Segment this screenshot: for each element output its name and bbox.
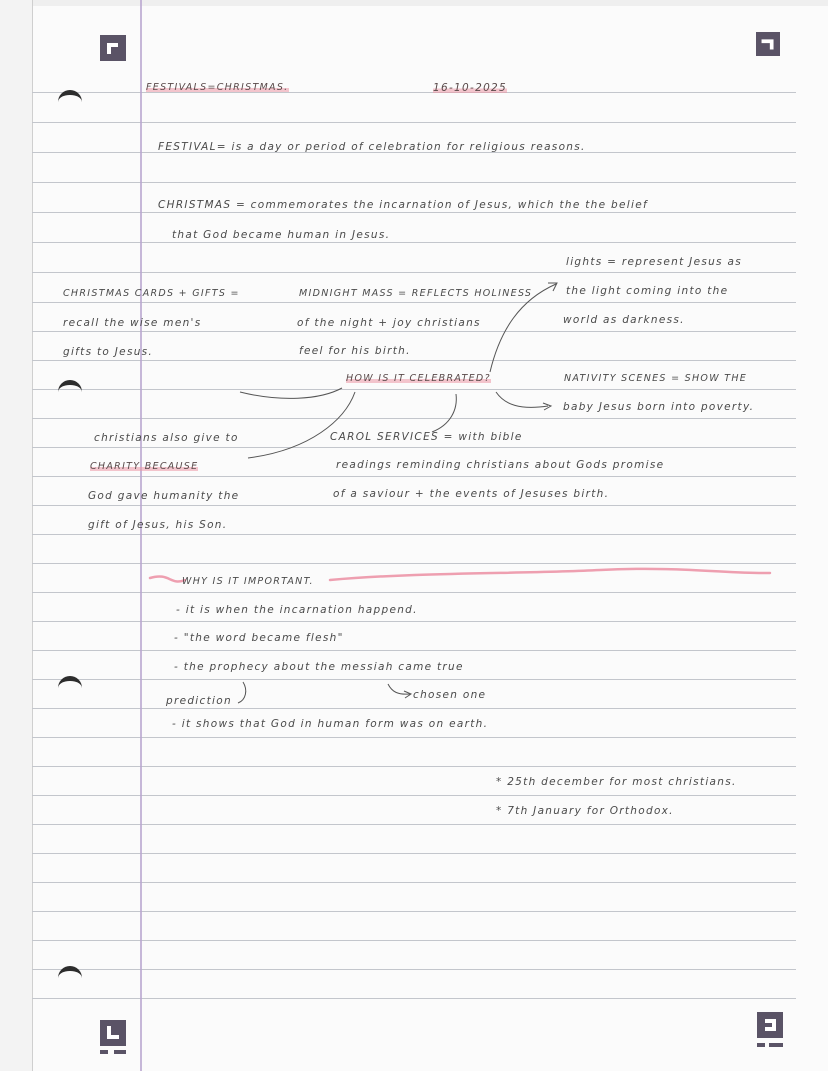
- nativity-line1: NATIVITY SCENES = SHOW THE: [564, 373, 748, 384]
- charity-line3: God gave humanity the: [88, 490, 240, 502]
- midnight-mass-line3: feel for his birth.: [299, 345, 411, 357]
- celebration-question: HOW IS IT CELEBRATED?: [346, 373, 491, 384]
- importance-point4: - it shows that God in human form was on earth.: [172, 718, 489, 730]
- carol-line1: CAROL SERVICES = with bible: [330, 431, 523, 443]
- importance-point3: - the prophecy about the messiah came true: [174, 661, 464, 673]
- importance-point2: - "the word became flesh": [174, 632, 344, 644]
- arrow-prediction: [238, 682, 246, 703]
- arrow-to-carol: [432, 394, 456, 432]
- dates-line2: * 7th January for Orthodox.: [496, 805, 674, 817]
- charity-line4: gift of Jesus, his Son.: [88, 519, 228, 531]
- importance-point1: - it is when the incarnation happend.: [176, 604, 418, 616]
- importance-prediction: prediction: [166, 695, 232, 707]
- cards-line3: gifts to Jesus.: [63, 346, 154, 358]
- page-title: FESTIVALS=CHRISTMAS.: [146, 82, 289, 93]
- festival-definition: FESTIVAL= is a day or period of celebration for religious reasons.: [158, 141, 586, 153]
- midnight-mass-line2: of the night + joy christians: [297, 317, 481, 329]
- arrow-to-nativity: [496, 392, 548, 407]
- lights-line3: world as darkness.: [563, 314, 685, 326]
- cards-line1: CHRISTMAS CARDS + GIFTS =: [63, 288, 240, 299]
- midnight-mass-line1: MIDNIGHT MASS = REFLECTS HOLINESS: [299, 288, 533, 299]
- arrow-to-charity: [248, 392, 355, 458]
- charity-line2: CHARITY BECAUSE: [90, 461, 199, 472]
- cards-line2: recall the wise men's: [63, 317, 202, 329]
- carol-line3: of a saviour + the events of Jesuses birth.: [333, 488, 610, 500]
- page-date: 16-10-2025: [433, 82, 508, 94]
- charity-line1: christians also give to: [94, 432, 239, 444]
- importance-chosen-one: chosen one: [413, 689, 487, 701]
- christmas-definition-line1: CHRISTMAS = commemorates the incarnation of Jesus, which the the belief: [158, 199, 648, 211]
- importance-heading: WHY IS IT IMPORTANT.: [182, 576, 314, 587]
- dates-line1: * 25th december for most christians.: [496, 776, 737, 788]
- lights-line1: lights = represent Jesus as: [566, 256, 742, 268]
- lights-line2: the light coming into the: [566, 285, 729, 297]
- arrow-to-cards: [240, 388, 342, 398]
- nativity-line2: baby Jesus born into poverty.: [563, 401, 755, 413]
- christmas-definition-line2: that God became human in Jesus.: [172, 229, 391, 241]
- carol-line2: readings reminding christians about Gods promise: [336, 459, 665, 471]
